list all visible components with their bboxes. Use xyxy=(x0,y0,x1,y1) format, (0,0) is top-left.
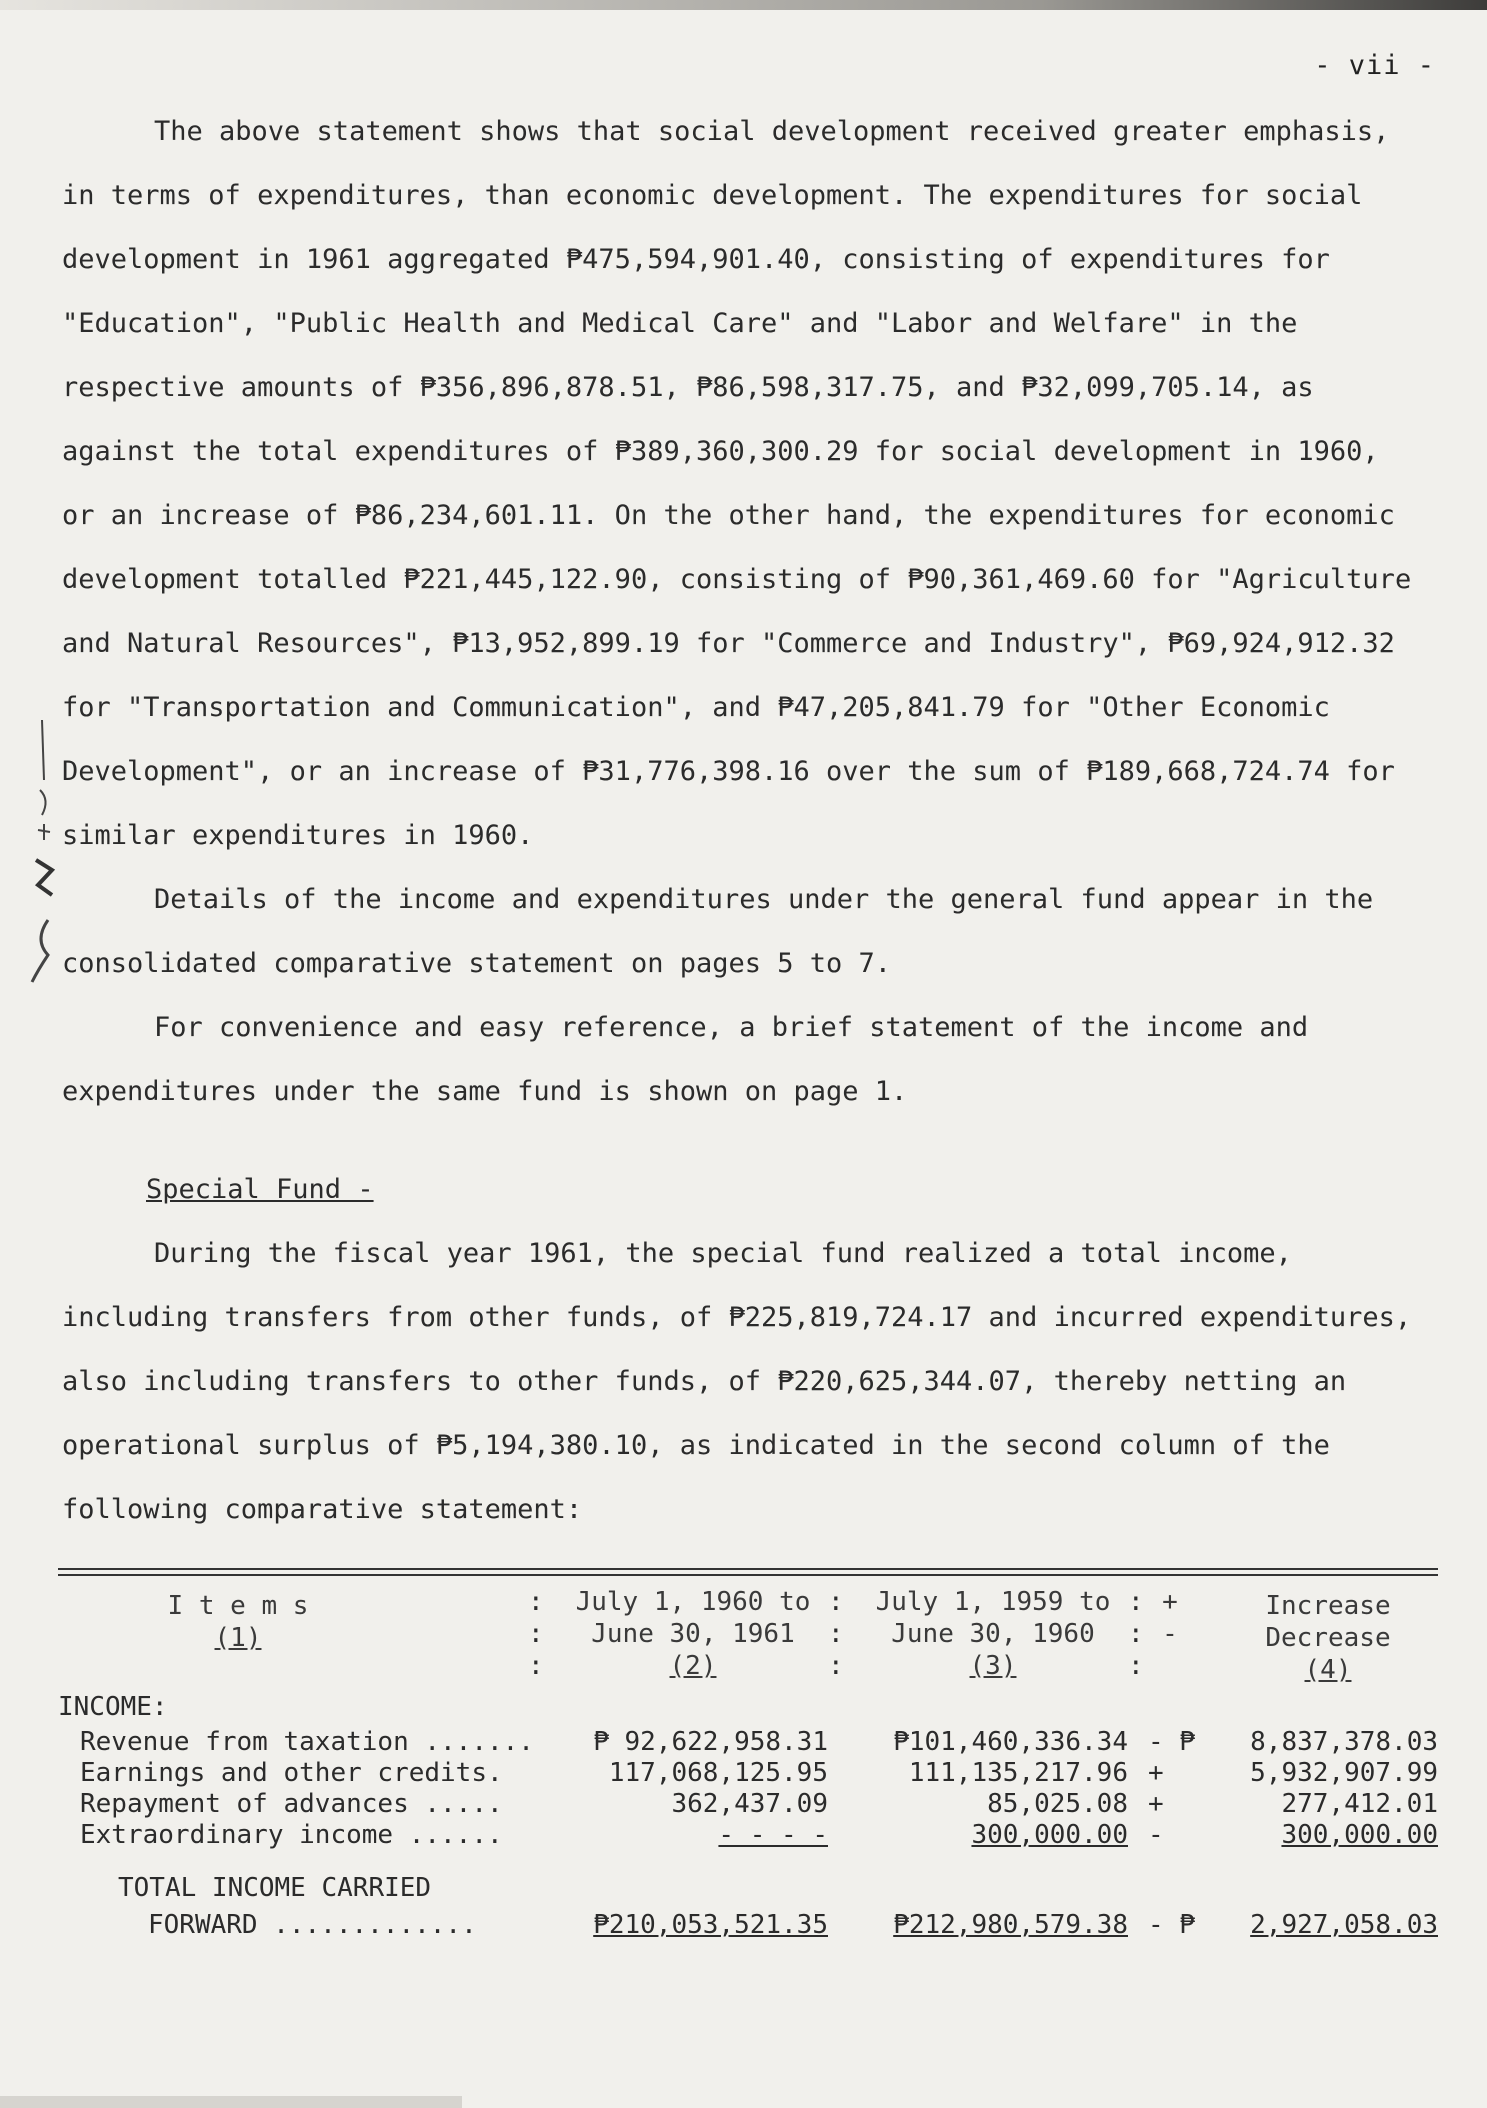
page-number: - vii - xyxy=(1314,50,1435,81)
header-sign: + - xyxy=(1162,1587,1178,1649)
scan-footer-strip xyxy=(0,2096,462,2108)
header-items: I t e m s (1) xyxy=(167,1591,309,1653)
income-section-label: INCOME: xyxy=(58,1692,168,1722)
table-top-rule xyxy=(58,1568,1438,1576)
scan-top-edge xyxy=(0,0,1487,10)
total-label-row: TOTAL INCOME CARRIED xyxy=(118,1873,432,1903)
paragraph-social-economic: The above statement shows that social development received greater emphasis, in terms of expenditures, than economic development. The expenditures for social development in 1961 aggregated ₱475,594,901.40, consisting of expenditures for "Education", "Public Health and Medical Care" and "Labor and Welfare" in the respective amounts of ₱356,896,878.51, ₱86,598,317.75, and ₱32,099,705.14, as against the total expenditures of ₱389,360,300.29 for social development in 1960, or an increase of ₱86,234,601.11. On the other hand, the expenditures for economic development totalled ₱221,445,122.90, consisting of ₱90,361,469.60 for "Agriculture and Natural Resources", ₱13,952,899.19 for "Commerce and Industry", ₱69,924,912.32 for "Transportation and Communication", and ₱47,205,841.79 for "Other Economic Development", or an increase of ₱31,776,398.16 over the sum of ₱189,668,724.74 for similar expenditures in 1960. xyxy=(62,116,1412,851)
table-row: Extraordinary income ...... - - - - 300,000.00 - 300,000.00 xyxy=(80,1820,1438,1850)
table-row: Repayment of advances ..... 362,437.09 85,025.08 + 277,412.01 xyxy=(80,1789,1438,1819)
table-row: Revenue from taxation ....... ₱ 92,622,958.31 ₱101,460,336.34 - ₱ 8,837,378.03 xyxy=(80,1727,1438,1757)
paragraph-convenience: For convenience and easy reference, a brief statement of the income and expenditures under the same fund is shown on page 1. xyxy=(62,1012,1309,1107)
table-header: I t e m s (1) : : : July 1, 1960 to June 30, 1961 (2) : : : July 1, 1959 to June 30, 1960 (3) : : : + - Increase Decrease (4) xyxy=(58,1576,1438,1692)
section-heading-special-fund: Special Fund - xyxy=(146,1174,374,1205)
document-body xyxy=(62,100,1422,1542)
header-fy1960: July 1, 1959 to June 30, 1960 (3) xyxy=(875,1587,1111,1681)
header-increase-decrease: Increase Decrease (4) xyxy=(1265,1591,1391,1685)
paragraph-details: Details of the income and expenditures under the general fund appear in the consolidated comparative statement on pages 5 to 7. xyxy=(62,884,1374,979)
paragraph-special-fund: During the fiscal year 1961, the special fund realized a total income, including transfers from other funds, of ₱225,819,724.17 and incurred expenditures, also including transfers to other funds, of ₱220,625,344.07, thereby netting an operational surplus of ₱5,194,380.10, as indicated in the second column of the following comparative statement: xyxy=(62,1238,1412,1525)
comparative-statement-table xyxy=(58,1568,1438,1941)
total-row: FORWARD ............. ₱210,053,521.35 ₱212,980,579.38 - ₱ 2,927,058.03 xyxy=(148,1910,1438,1940)
header-fy1961: July 1, 1960 to June 30, 1961 (2) xyxy=(575,1587,811,1681)
table-row: Earnings and other credits. 117,068,125.95 111,135,217.96 + 5,932,907.99 xyxy=(80,1758,1438,1788)
